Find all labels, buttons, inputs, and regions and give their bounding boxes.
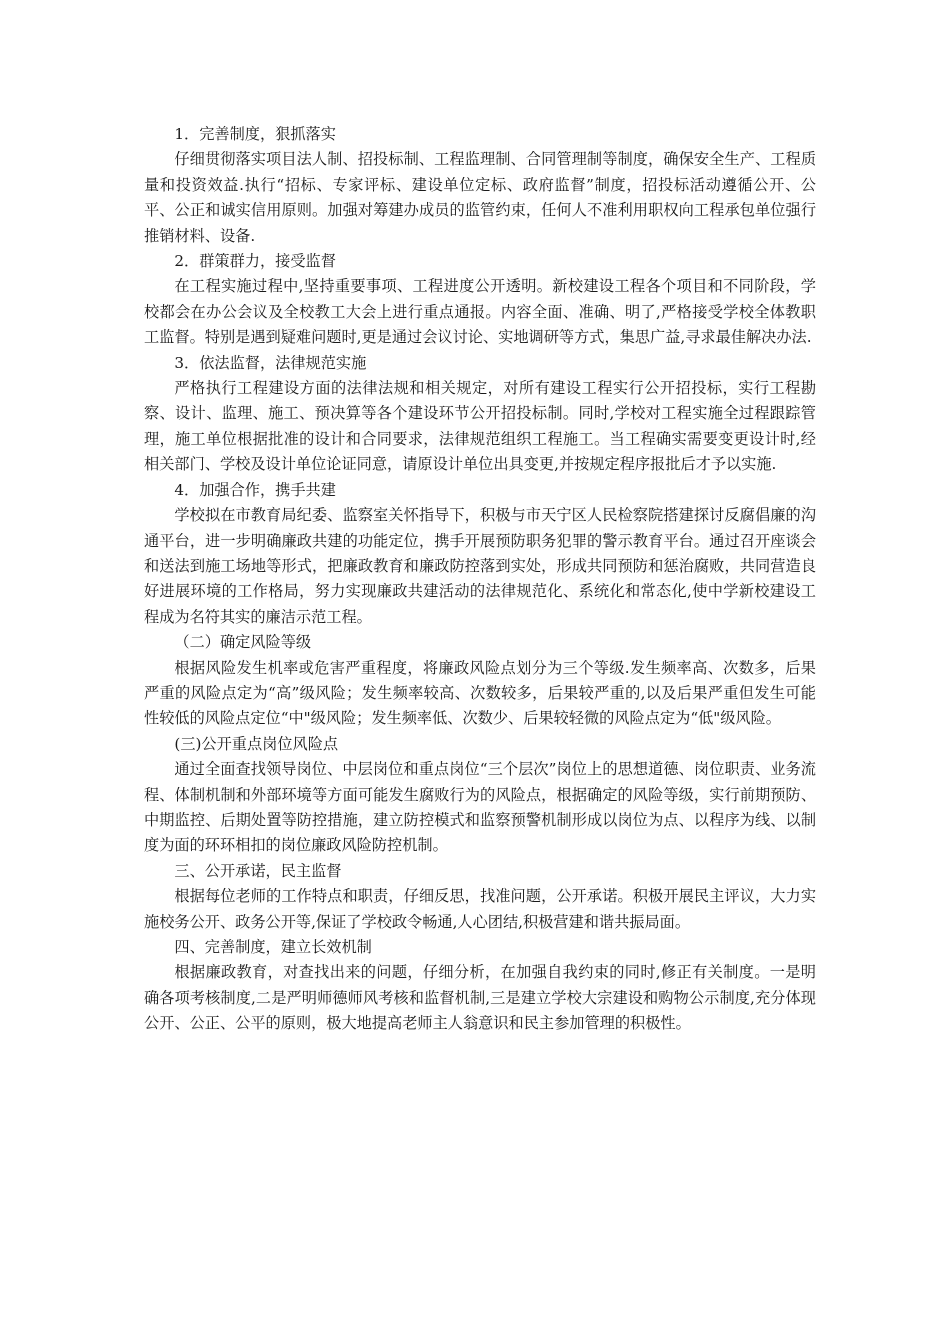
paragraph-public-commitment: 根据每位老师的工作特点和职责，仔细反思，找准问题，公开承诺。积极开展民主评议，大力实施校务公开、政务公开等,保证了学校政令畅通,人心团结,积极营建和谐共振局面。 <box>144 887 816 931</box>
heading-3-lawful-supervision: 3．依法监督，法律规范实施 <box>174 353 367 372</box>
heading-risk-levels: （二）确定风险等级 <box>174 633 312 652</box>
paragraph-key-post-risks: 通过全面查找领导岗位、中层岗位和重点岗位“三个层次”岗位上的思想道德、岗位职责、业务流程、体制机制和外部环境等方面可能发生腐败行为的风险点，根据确定的风险等级，实行前期预防、中期监控、后期处置等防控措施，建立防控模式和监察预警机制形成以岗位为点、以程序为线、以制度为面的环环相扣的岗位廉政风险防控机制。 <box>144 760 816 855</box>
paragraph-3: 严格执行工程建设方面的法律法规和相关规定，对所有建设工程实行公开招投标，实行工程勘察、设计、监理、施工、预决算等各个建设环节公开招投标制。同时,学校对工程实施全过程跟踪管理，施工单位根据批准的设计和合同要求，法律规范组织工程施工。当工程确实需要变更设计时,经相关部门、学校及设计单位论证同意，请原设计单位出具变更,并按规定程序报批后才予以实施. <box>144 379 816 474</box>
paragraph-long-term-mechanism: 根据廉政教育，对查找出来的问题，仔细分析，在加强自我约束的同时,修正有关制度。一是明确各项考核制度,二是严明师德师风考核和监督机制,三是建立学校大宗建设和购物公示制度,充分体现公开、公正、公平的原则，极大地提高老师主人翁意识和民主参加管理的积极性。 <box>144 963 816 1033</box>
heading-4-cooperation: 4．加强合作，携手共建 <box>174 480 336 499</box>
heading-1-improve-system: 1．完善制度，狠抓落实 <box>174 125 336 143</box>
paragraph-4: 学校拟在市教育局纪委、监察室关怀指导下，积极与市天宁区人民检察院搭建探讨反腐倡廉的沟通平台，进一步明确廉政共建的功能定位，携手开展预防职务犯罪的警示教育平台。通过召开座谈会和送法到施工场地等形式，把廉政教育和廉政防控落到实处，形成共同预防和惩治腐败，共同营造良好进展环境的工作格局，努力实现廉政共建活动的法律规范化、系统化和常态化,使中学新校建设工程成为名符其实的廉洁示范工程。 <box>144 506 816 626</box>
heading-key-post-risks: (三)公开重点岗位风险点 <box>174 734 339 753</box>
document-body <box>144 122 816 1037</box>
paragraph-risk-levels: 根据风险发生机率或危害严重程度，将廉政风险点划分为三个等级.发生频率高、次数多，后果严重的风险点定为“高”级风险；发生频率较高、次数较多，后果较严重的,以及后果严重但发生可能性较低的风险点定位“中"级风险；发生频率低、次数少、后果较轻微的风险点定为“低"级风险。 <box>144 658 816 728</box>
paragraph-2: 在工程实施过程中,坚持重要事项、工程进度公开透明。新校建设工程各个项目和不同阶段，学校都会在办公会议及全校教工大会上进行重点通报。内容全面、准确、明了,严格接受学校全体教职工监督。特别是遇到疑难问题时,更是通过会议讨论、实地调研等方式，集思广益,寻求最佳解决办法. <box>144 277 816 347</box>
heading-2-collective-effort: 2．群策群力，接受监督 <box>174 252 336 271</box>
heading-long-term-mechanism: 四、完善制度，建立长效机制 <box>174 938 372 956</box>
paragraph-1: 仔细贯彻落实项目法人制、招投标制、工程监理制、合同管理制等制度，确保安全生产、工程质量和投资效益.执行“招标、专家评标、建设单位定标、政府监督”制度，招投标活动遵循公开、公平、公正和诚实信用原则。加强对筹建办成员的监管约束，任何人不准利用职权向工程承包单位强行推销材料、设备. <box>144 150 816 245</box>
heading-public-commitment: 三、公开承诺，民主监督 <box>174 861 342 880</box>
